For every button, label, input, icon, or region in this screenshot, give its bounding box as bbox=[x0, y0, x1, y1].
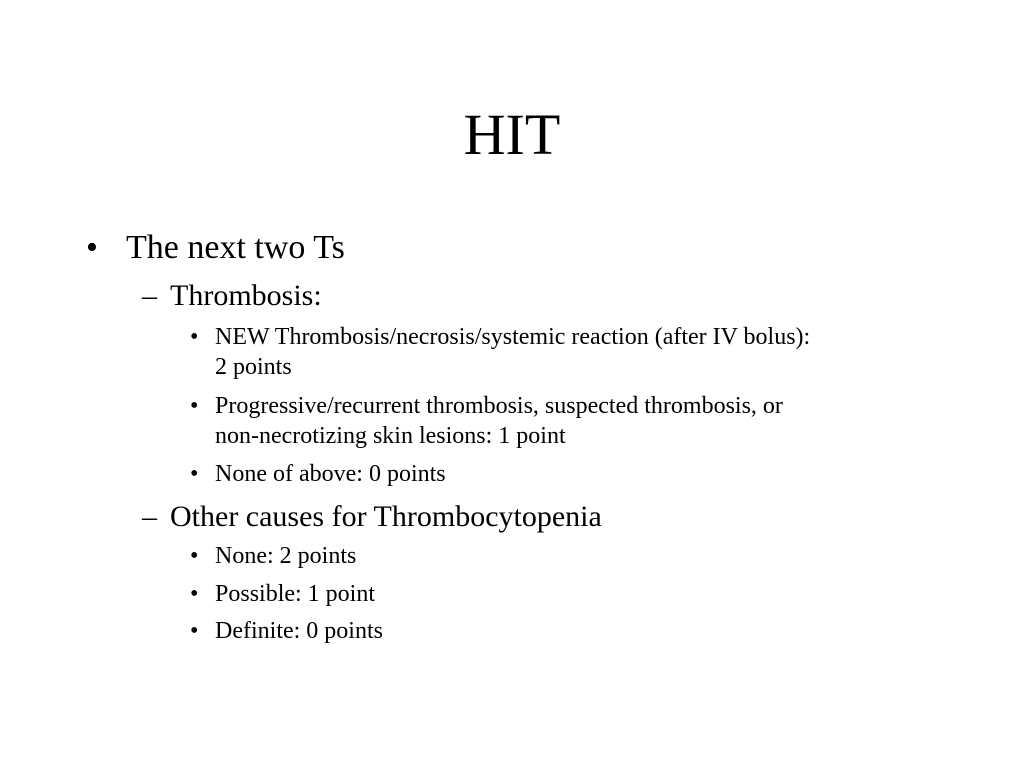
bullet-marker: • bbox=[190, 618, 199, 644]
list-item-line: NEW Thrombosis/necrosis/systemic reaction (after IV bolus): bbox=[215, 324, 811, 350]
bullet-marker: • bbox=[190, 581, 199, 607]
dash-marker: – bbox=[142, 279, 157, 312]
dash-marker: – bbox=[142, 500, 157, 533]
bullet-text-next-two-ts: The next two Ts bbox=[126, 229, 345, 266]
bullet-marker: • bbox=[190, 393, 199, 419]
bullet-marker: • bbox=[190, 324, 199, 350]
list-item-line: Possible: 1 point bbox=[215, 581, 376, 607]
list-item-line: non-necrotizing skin lesions: 1 point bbox=[215, 423, 566, 449]
section-heading-other-causes: Other causes for Thrombocytopenia bbox=[170, 500, 602, 533]
list-item-line: None: 2 points bbox=[215, 543, 357, 569]
list-item-line: Definite: 0 points bbox=[215, 618, 383, 644]
section-heading-thrombosis: Thrombosis: bbox=[170, 279, 322, 312]
list-item-line: None of above: 0 points bbox=[215, 461, 446, 487]
list-item-line: 2 points bbox=[215, 354, 292, 380]
bullet-marker: • bbox=[86, 229, 98, 266]
bullet-marker: • bbox=[190, 461, 199, 487]
bullet-marker: • bbox=[190, 543, 199, 569]
list-item-line: Progressive/recurrent thrombosis, suspected thrombosis, or bbox=[215, 393, 783, 419]
slide-title: HIT bbox=[463, 102, 561, 167]
